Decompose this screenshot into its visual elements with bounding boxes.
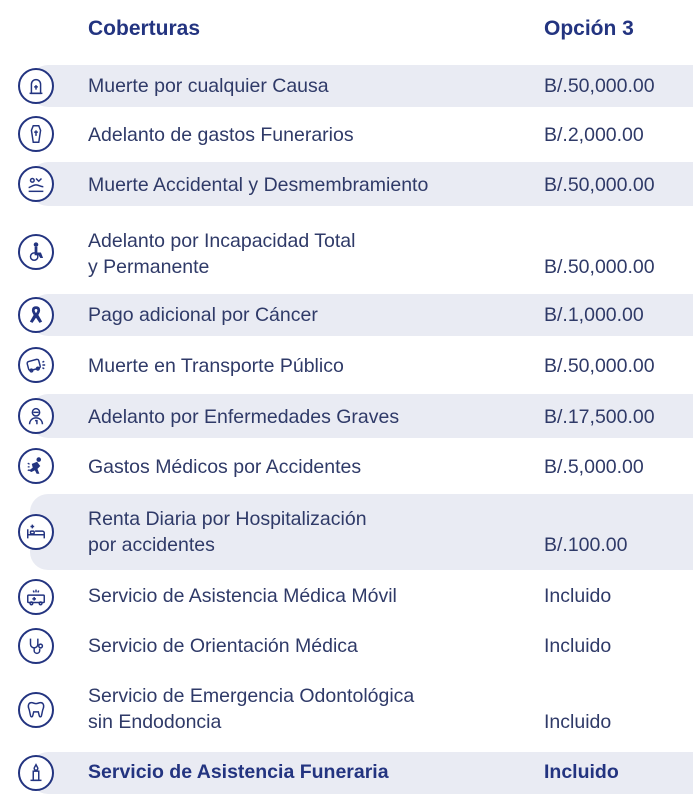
sick-person-icon xyxy=(18,398,54,434)
coverage-label xyxy=(88,583,397,609)
coverage-label xyxy=(88,228,355,280)
table-row xyxy=(0,65,693,107)
coverage-label-line1: Servicio de Orientación Médica xyxy=(88,635,358,657)
coverage-value: B/.5,000.00 xyxy=(544,456,644,478)
stethoscope-icon xyxy=(18,628,54,664)
coverage-label xyxy=(88,404,399,430)
table-row xyxy=(0,342,693,388)
wheelchair-icon xyxy=(18,234,54,270)
bus-crash-icon xyxy=(18,347,54,383)
coverage-label xyxy=(88,353,344,379)
coverage-label xyxy=(88,759,389,785)
coverage-label xyxy=(88,506,367,558)
coverage-label xyxy=(88,302,318,328)
coverage-label-line1: Servicio de Asistencia Funeraria xyxy=(88,761,389,783)
coverage-label-line1: Adelanto de gastos Funerarios xyxy=(88,124,354,146)
coverage-label-line1: Renta Diaria por Hospitalización xyxy=(88,508,367,530)
ambulance-icon xyxy=(18,579,54,615)
tombstone-icon xyxy=(18,68,54,104)
coverage-value: B/.100.00 xyxy=(544,534,628,556)
table-row xyxy=(0,444,693,488)
coverage-label xyxy=(88,683,414,735)
falling-person-icon xyxy=(18,448,54,484)
coverage-label-line2: sin Endodoncia xyxy=(88,711,222,733)
coverage-column-header: Coberturas xyxy=(88,17,201,40)
table-row xyxy=(0,576,693,620)
coverage-value: Incluido xyxy=(544,585,612,607)
coverage-label-line1: Muerte por cualquier Causa xyxy=(88,75,329,97)
table-row xyxy=(0,752,693,794)
coffin-icon xyxy=(18,116,54,152)
coverage-label-line1: Adelanto por Incapacidad Total xyxy=(88,230,356,252)
candle-icon xyxy=(18,755,54,791)
table-row xyxy=(0,162,693,206)
coverage-label-line2: por accidentes xyxy=(88,534,215,556)
coverage-label xyxy=(88,454,361,480)
table-row xyxy=(0,294,693,336)
coverage-label-line1: Pago adicional por Cáncer xyxy=(88,304,318,326)
coverage-value: B/.50,000.00 xyxy=(544,256,655,278)
table-row xyxy=(0,112,693,156)
table-header xyxy=(0,0,693,60)
coverage-value: B/.50,000.00 xyxy=(544,355,655,377)
table-row xyxy=(0,494,693,570)
coverage-value: Incluido xyxy=(544,761,619,783)
table-row xyxy=(0,394,693,438)
tooth-icon xyxy=(18,692,54,728)
coverage-label-line1: Servicio de Asistencia Médica Móvil xyxy=(88,585,397,607)
coverage-label xyxy=(88,172,428,198)
coverage-label xyxy=(88,633,358,659)
coverage-value: B/.17,500.00 xyxy=(544,406,655,428)
coverage-value: B/.50,000.00 xyxy=(544,75,655,97)
coverage-value: Incluido xyxy=(544,711,612,733)
coverage-value: Incluido xyxy=(544,635,612,657)
coverage-value: B/.50,000.00 xyxy=(544,174,655,196)
option-column-header: Opción 3 xyxy=(544,17,634,40)
coverage-label xyxy=(88,122,354,148)
table-row xyxy=(0,216,693,292)
coverage-label-line1: Gastos Médicos por Accidentes xyxy=(88,456,362,478)
coverage-label-line1: Servicio de Emergencia Odontológica xyxy=(88,685,415,707)
hospital-bed-icon xyxy=(18,514,54,550)
table-row xyxy=(0,624,693,668)
cancer-ribbon-icon xyxy=(18,297,54,333)
coverage-value: B/.2,000.00 xyxy=(544,124,644,146)
accident-injury-icon xyxy=(18,166,54,202)
coverage-label-line1: Muerte en Transporte Público xyxy=(88,355,344,377)
coverage-label xyxy=(88,73,329,99)
coverage-label-line1: Adelanto por Enfermedades Graves xyxy=(88,406,400,428)
coverage-value: B/.1,000.00 xyxy=(544,304,644,326)
coverage-label-line2: y Permanente xyxy=(88,256,210,278)
table-row xyxy=(0,672,693,748)
coverage-label-line1: Muerte Accidental y Desmembramiento xyxy=(88,174,429,196)
